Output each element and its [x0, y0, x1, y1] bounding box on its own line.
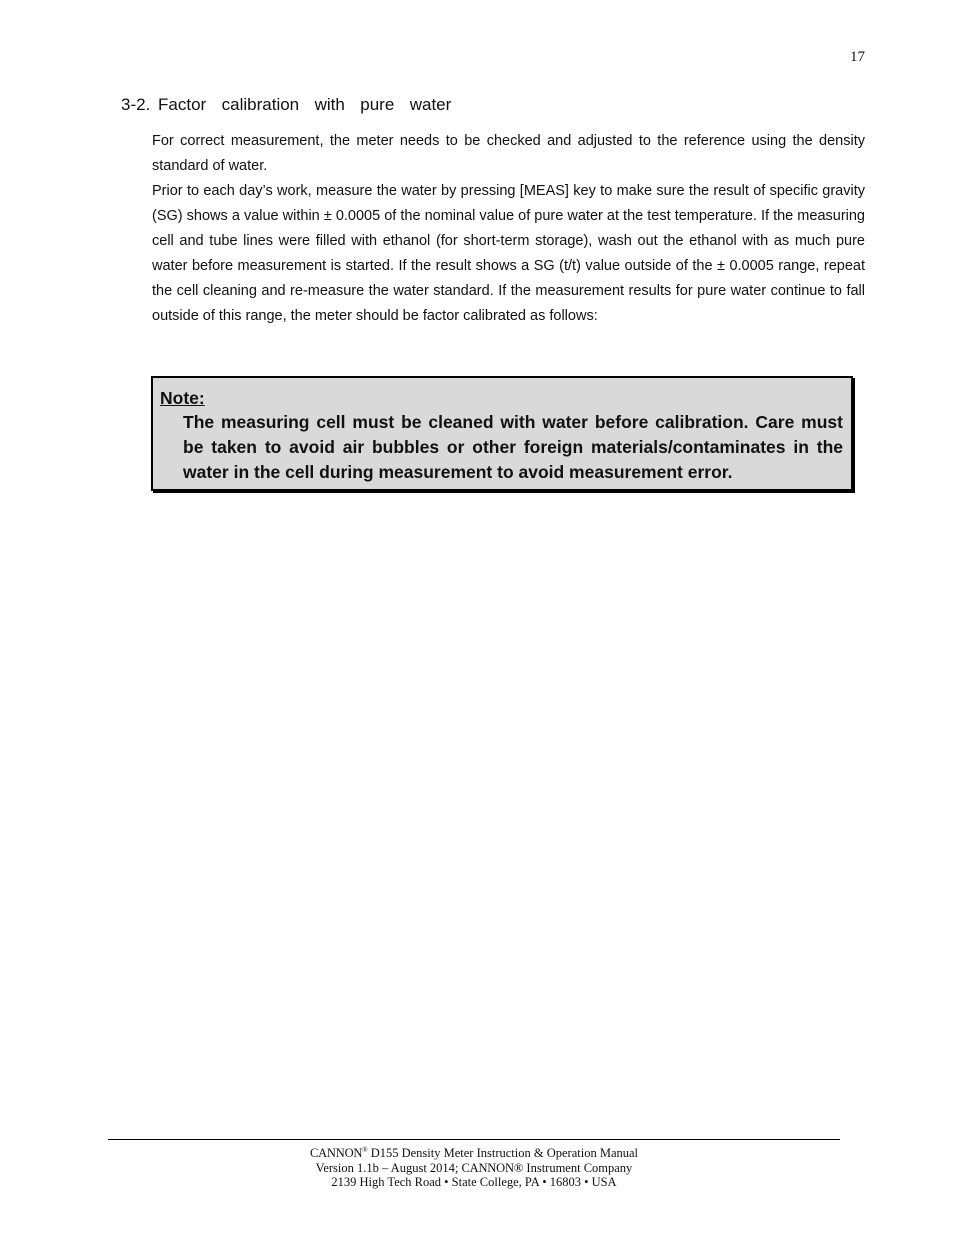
registered-mark: ®: [362, 1146, 368, 1154]
section-heading: 3-2. Factor calibration with pure water: [121, 95, 452, 114]
footer-brand: CANNON: [309, 1146, 363, 1161]
body-text: [152, 129, 865, 329]
footer-divider: [108, 1139, 840, 1140]
footer-line-1: [108, 1143, 840, 1161]
note-text: The measuring cell must be cleaned with water before calibration. Care must be taken to avoid air bubbles or other foreign materials/contaminates in the water in the cell during measurement to avoid measurement error.: [183, 412, 843, 482]
body-paragraph-2: Prior to each day’s work, measure the water by pressing [MEAS] key to make sure the result of specific gravity (SG) shows a value within ± 0.0005 of the nominal value of pure water at the test temperature. If the measuring cell and tube lines were filled with ethanol (for short-term storage), wash out the ethanol with as much pure water before measurement is started. If the result shows a SG (t/t) value outside of the ± 0.0005 range, repeat the cell cleaning and re-measure the water standard. If the measurement results for pure water continue to fall outside of this range, the meter should be factor calibrated as follows:: [152, 183, 865, 324]
footer-company: ® Instrument Company: [513, 1160, 633, 1175]
footer-version: Version 1.1b – August 2014;: [315, 1160, 462, 1175]
footer-brand-2: CANNON: [461, 1160, 514, 1175]
note-label: Note:: [160, 388, 205, 408]
footer: [108, 1143, 840, 1190]
body-paragraph-1: For correct measurement, the meter needs to be checked and adjusted to the reference using the density standard of water.: [152, 133, 865, 174]
footer-address: 2139 High Tech Road • State College, PA • 16803 • USA: [331, 1175, 617, 1190]
note-box: [151, 376, 853, 491]
page-number: 17: [850, 49, 865, 65]
footer-line-2: [108, 1161, 840, 1176]
footer-manual-title: D155 Density Meter Instruction & Operation Manual: [367, 1146, 639, 1161]
